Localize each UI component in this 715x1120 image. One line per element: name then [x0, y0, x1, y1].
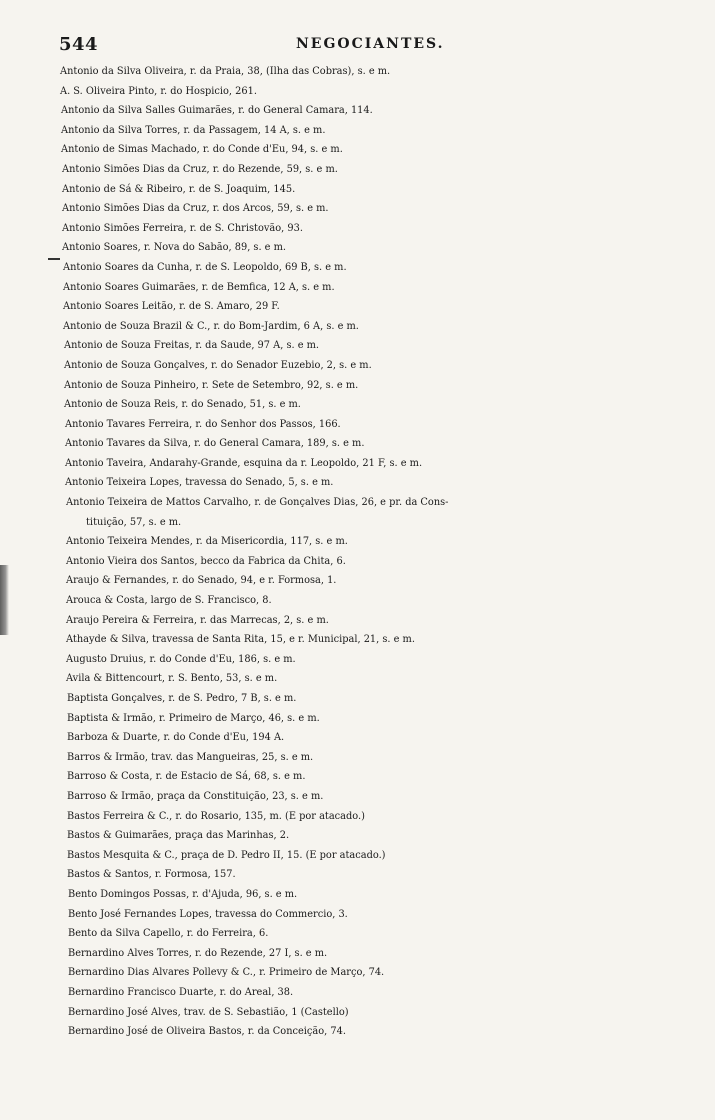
list-item: Arouca & Costa, largo de S. Francisco, 8.: [66, 595, 272, 607]
list-item: Barroso & Costa, r. de Estacio de Sá, 68, s. e m.: [67, 771, 306, 783]
list-item: Bento da Silva Capello, r. do Ferreira, 6.: [68, 928, 269, 940]
list-item: Bernardino José de Oliveira Bastos, r. da Conceição, 74.: [68, 1026, 346, 1038]
list-item: Athayde & Silva, travessa de Santa Rita, 15, e r. Municipal, 21, s. e m.: [66, 634, 415, 646]
list-item: Antonio Simões Dias da Cruz, r. dos Arcos, 59, s. e m.: [62, 203, 329, 215]
entries-list: [0, 62, 715, 1042]
list-item: Antonio de Souza Gonçalves, r. do Senador Euzebio, 2, s. e m.: [64, 359, 372, 371]
list-item: Bastos & Guimarães, praça das Marinhas, 2.: [67, 830, 290, 842]
list-item: Bernardino José Alves, trav. de S. Sebastião, 1 (Castello): [68, 1006, 349, 1018]
list-item: Avila & Bittencourt, r. S. Bento, 53, s. e m.: [66, 673, 278, 685]
list-item: Antonio de Souza Reis, r. do Senado, 51, s. e m.: [64, 399, 301, 411]
list-item: Antonio da Silva Salles Guimarães, r. do General Camara, 114.: [61, 105, 373, 117]
list-item: Barboza & Duarte, r. do Conde d'Eu, 194 A.: [67, 732, 285, 744]
page-number: 544: [59, 34, 99, 55]
list-item: A. S. Oliveira Pinto, r. do Hospicio, 261.: [60, 85, 257, 97]
list-item: Antonio de Simas Machado, r. do Conde d'Eu, 94, s. e m.: [61, 144, 343, 156]
list-item: Antonio de Sá & Ribeiro, r. de S. Joaquim, 145.: [62, 183, 296, 195]
list-item: Antonio Soares Guimarães, r. de Bemfica, 12 A, s. e m.: [63, 281, 335, 293]
list-item: Antonio de Souza Pinheiro, r. Sete de Setembro, 92, s. e m.: [64, 379, 359, 391]
list-item: Barroso & Irmão, praça da Constituição, 23, s. e m.: [67, 790, 324, 802]
list-item: Antonio da Silva Oliveira, r. da Praia, 38, (Ilha das Cobras), s. e m.: [60, 66, 391, 77]
list-item: Bernardino Dias Alvares Pollevy & C., r. Primeiro de Março, 74.: [68, 967, 385, 979]
page-header: NEGOCIANTES.: [296, 36, 445, 52]
list-item: Antonio Tavares da Silva, r. do General Camara, 189, s. e m.: [65, 438, 365, 450]
list-item: Antonio da Silva Torres, r. da Passagem, 14 A, s. e m.: [61, 124, 326, 136]
list-item: Antonio Simões Dias da Cruz, r. do Rezende, 59, s. e m.: [62, 163, 338, 175]
list-item: Antonio Teixeira Lopes, travessa do Senado, 5, s. e m.: [65, 477, 334, 489]
list-item: Bastos & Santos, r. Formosa, 157.: [67, 869, 236, 881]
list-item: Barros & Irmão, trav. das Mangueiras, 25, s. e m.: [67, 751, 314, 763]
list-item: Antonio de Souza Freitas, r. da Saude, 97 A, s. e m.: [64, 340, 320, 352]
list-item: Antonio Teixeira de Mattos Carvalho, r. de Gonçalves Dias, 26, e pr. da Cons-: [66, 497, 449, 509]
list-item: Antonio Tavares Ferreira, r. do Senhor dos Passos, 166.: [65, 418, 341, 430]
list-item: Antonio Vieira dos Santos, becco da Fabrica da Chita, 6.: [66, 555, 346, 567]
list-item: Antonio Taveira, Andarahy-Grande, esquina da r. Leopoldo, 21 F, s. e m.: [65, 457, 423, 469]
list-item: Araujo Pereira & Ferreira, r. das Marrecas, 2, s. e m.: [66, 614, 329, 626]
list-item: Araujo & Fernandes, r. do Senado, 94, e r. Formosa, 1.: [66, 575, 337, 587]
list-item: Augusto Druius, r. do Conde d'Eu, 186, s. e m.: [66, 653, 296, 665]
list-item: Antonio Simões Ferreira, r. de S. Christovão, 93.: [62, 222, 303, 234]
list-item: Antonio Soares, r. Nova do Sabão, 89, s. e m.: [62, 242, 286, 254]
list-item: Bernardino Francisco Duarte, r. do Areal, 38.: [68, 986, 294, 998]
list-item-continuation: tituição, 57, s. e m.: [86, 516, 182, 528]
list-item: Antonio Soares da Cunha, r. de S. Leopoldo, 69 B, s. e m.: [63, 261, 347, 273]
list-item: Bastos Ferreira & C., r. do Rosario, 135, m. (E por atacado.): [67, 810, 365, 822]
list-item: Bento José Fernandes Lopes, travessa do Commercio, 3.: [68, 908, 348, 920]
list-item: Bernardino Alves Torres, r. do Rezende, 27 I, s. e m.: [68, 947, 328, 959]
list-item: Antonio Teixeira Mendes, r. da Misericordia, 117, s. e m.: [66, 536, 348, 548]
list-item: Antonio Soares Leitão, r. de S. Amaro, 29 F.: [63, 301, 280, 313]
list-item: Bento Domingos Possas, r. d'Ajuda, 96, s. e m.: [68, 888, 298, 900]
list-item: Baptista & Irmão, r. Primeiro de Março, 46, s. e m.: [67, 712, 320, 724]
list-item: Baptista Gonçalves, r. de S. Pedro, 7 B, s. e m.: [67, 693, 297, 704]
list-item: Bastos Mesquita & C., praça de D. Pedro II, 15. (E por atacado.): [67, 849, 386, 861]
list-item: Antonio de Souza Brazil & C., r. do Bom-Jardim, 6 A, s. e m.: [63, 320, 359, 332]
